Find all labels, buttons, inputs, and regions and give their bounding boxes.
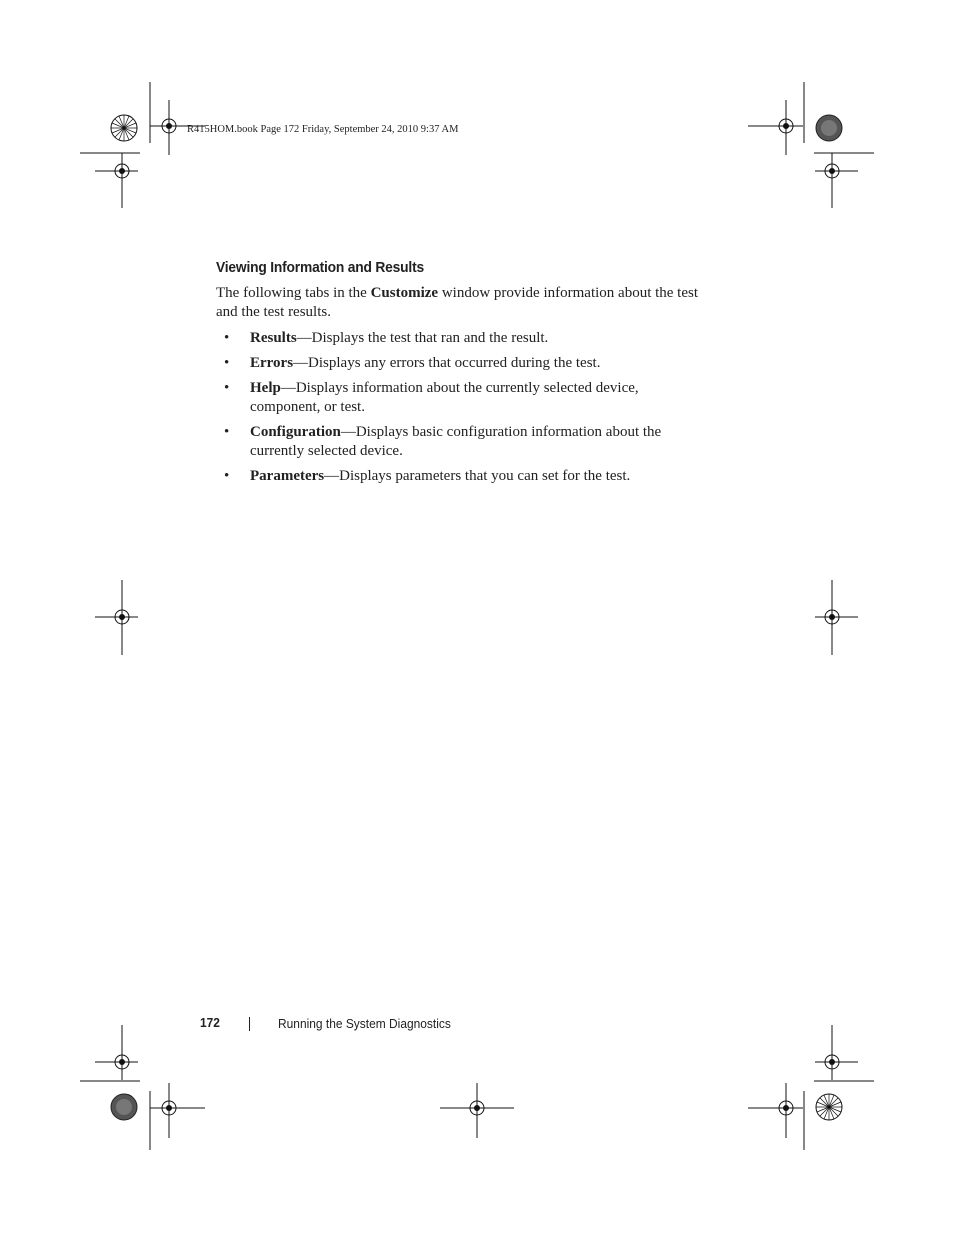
footer-divider — [249, 1017, 250, 1031]
list-item-text: —Displays the test that ran and the result. — [296, 330, 549, 346]
page-number: 172 — [200, 1015, 220, 1030]
chapter-title: Running the System Diagnostics — [278, 1016, 451, 1031]
bullet-icon: • — [224, 380, 230, 396]
list-item-term: Results — [250, 330, 297, 346]
list-item — [224, 329, 694, 348]
tab-description-list — [224, 329, 694, 492]
list-item-text: —Displays any errors that occurred during the test. — [293, 355, 601, 371]
intro-text-before: The following tabs in the — [216, 285, 371, 301]
list-item-term: Help — [250, 380, 281, 396]
section-title: Viewing Information and Results — [216, 259, 424, 276]
list-item-text: —Displays basic configuration information about the currently selected device. — [250, 424, 662, 459]
list-item-text: —Displays parameters that you can set for the test. — [324, 468, 631, 484]
bullet-icon: • — [224, 468, 230, 484]
list-item-text: —Displays information about the currently selected device, component, or test. — [250, 380, 639, 415]
list-item — [224, 354, 694, 373]
bullet-icon: • — [224, 330, 230, 346]
bullet-icon: • — [224, 355, 230, 371]
bullet-icon: • — [224, 424, 230, 440]
intro-bold-term: Customize — [370, 285, 439, 301]
print-header: R415HOM.book Page 172 Friday, September 24, 2010 9:37 AM — [187, 124, 459, 135]
list-item-term: Errors — [250, 355, 294, 371]
intro-paragraph — [216, 284, 716, 322]
list-item — [224, 423, 694, 461]
list-item-term: Parameters — [250, 468, 325, 484]
intro-text-after: window provide information about the test and the test results. — [216, 285, 699, 320]
list-item — [224, 467, 694, 486]
list-item — [224, 379, 694, 417]
list-item-term: Configuration — [250, 424, 341, 440]
